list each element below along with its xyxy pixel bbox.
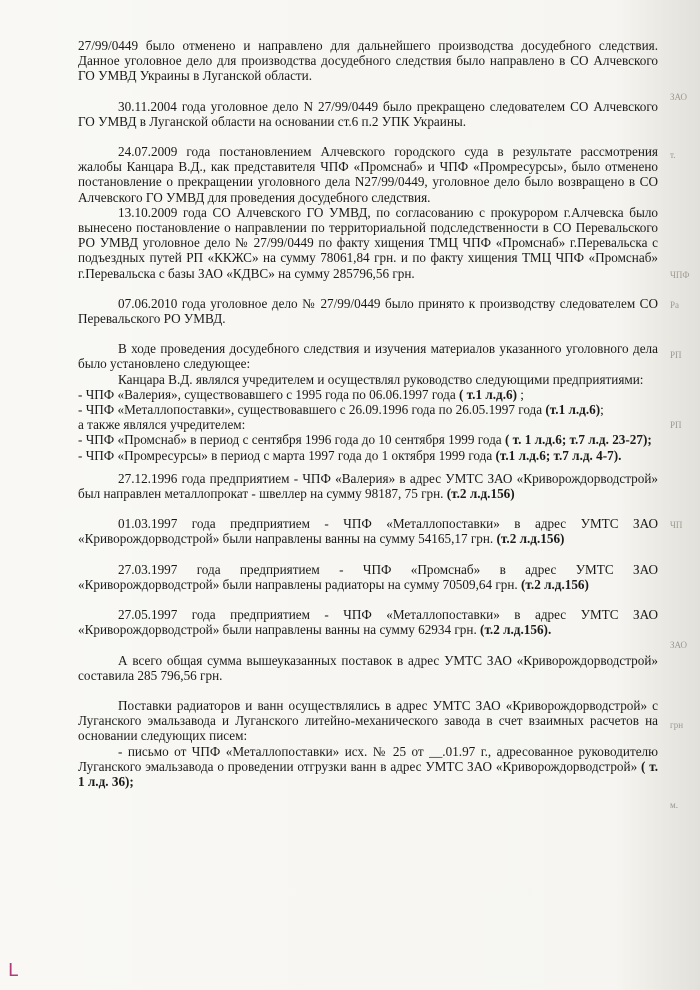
case-reference: (т.1 л.д.6; т.7 л.д. 4-7). — [495, 447, 622, 463]
total-paragraph: А всего общая сумма вышеуказанных поставок в адрес УМТС ЗАО «Криворождорводстрой» составила 285 796,56 грн. — [78, 652, 658, 683]
paragraph: В ходе проведения досудебного следствия и изучения материалов указанного уголовного дела было установлено следующее: — [78, 341, 658, 372]
list-item — [78, 402, 658, 417]
list-item-text: - ЧПФ «Промресурсы» в период с марта 1997 года до 1 октября 1999 года — [78, 447, 493, 463]
supply-paragraph — [78, 607, 658, 637]
case-reference: (т.1 л.д.6) — [545, 402, 601, 418]
letter-text: - письмо от ЧПФ «Металлопоставки» исх. № 25 от __.01.97 г., адресованное руководителю Луганского эмальзавода о проведении отгрузки ванн в адрес УМТС ЗАО «Криворождорводстрой» — [78, 743, 658, 774]
list-item-end: ; — [520, 386, 524, 402]
supply-text: 27.05.1997 года предприятием - ЧПФ «Металлопоставки» в адрес УМТС ЗАО «Криворождорводстрой» были направлены ванны на сумму 62934 грн. — [78, 607, 658, 638]
handwritten-mark: L — [8, 960, 19, 981]
bleed-through-margin: ЗАО т. ЧПФ Ра РП РП ЧП ЗАО грн м. — [670, 92, 690, 810]
paragraph: 13.10.2009 года СО Алчевского ГО УМВД, по согласованию с прокурором г.Алчевска было вынесено постановление о направлении по территориальной подследственности в СО Перевальского РО УМВД уголовное дело № 27/99/0449 по факту хищения ТМЦ ЧПФ «Промснаб» г.Перевальска с подъездных путей РП «ККЖС» на сумму 78061,84 грн. и по факту хищения ТМЦ ЧПФ «Промснаб» г.Перевальска с базы ЗАО «КДВС» на сумму 285796,56 грн. — [78, 204, 658, 281]
case-reference: ( т.1 л.д.6) — [458, 386, 517, 402]
case-reference: (т.2 л.д.156) — [446, 486, 515, 502]
case-reference: ( т. 1 л.д. 36); — [78, 758, 658, 789]
list-item — [78, 448, 658, 463]
list-item — [78, 432, 658, 447]
supply-text: 27.12.1996 года предприятием - ЧПФ «Валерия» в адрес УМТС ЗАО «Криворождорводстрой» был направлен металлопрокат - швеллер на сумму 98187, 75 грн. — [78, 470, 658, 502]
list-item-text: - ЧПФ «Промснаб» в период с сентября 1996 года до 10 сентября 1999 года — [78, 432, 502, 448]
case-reference: (т.2 л.д.156) — [496, 531, 565, 547]
supply-paragraph — [78, 471, 658, 501]
paragraph: Поставки радиаторов и ванн осуществлялись в адрес УМТС ЗАО «Криворождорводстрой» с Луганского эмальзавода и Луганского литейно-механического завода в счет взаимных расчетов на основании следующих писем: — [78, 697, 658, 744]
case-reference: ( т. 1 л.д.6; т.7 л.д. 23-27); — [504, 432, 652, 448]
paragraph — [78, 38, 658, 84]
paragraph: 30.11.2004 года уголовное дело N 27/99/0449 было прекращено следователем СО Алчевского ГО УМВД в Луганской области на основании ст.6 п.2 УПК Украины. — [78, 98, 658, 129]
paragraph: а также являлся учредителем: — [78, 417, 246, 433]
paragraph: 24.07.2009 года постановлением Алчевского городского суда в результате рассмотрения жалобы Канцара В.Д., как представителя ЧПФ «Промснаб» и ЧПФ «Промресурсы», было отменено постановление о прекращении уголовного дела N27/99/0449, уголовное дело было возвращено в СО Алчевского ГО УМВД для проведения досудебного следствия. — [78, 144, 658, 205]
supply-text: 01.03.1997 года предприятием - ЧПФ «Металлопоставки» в адрес УМТС ЗАО «Криворождорводстрой» были направлены ванны на сумму 54165,17 грн. — [78, 516, 658, 547]
supply-paragraph — [78, 562, 658, 592]
paragraph: 07.06.2010 года уголовное дело № 27/99/0449 было принято к производству следователем СО Перевальского РО УМВД. — [78, 295, 658, 327]
paragraph: Канцара В.Д. являлся учредителем и осуществлял руководство следующими предприятиями: — [118, 371, 644, 387]
case-reference: (т.2 л.д.156). — [480, 622, 552, 638]
list-item-text: - ЧПФ «Валерия», существовавшего с 1995 года по 06.06.1997 года — [78, 386, 456, 402]
document-body — [78, 38, 658, 789]
supply-paragraph — [78, 516, 658, 546]
text-line: 27/99/0449 было отменено и направлено для дальнейшего производства досудебного следствия. — [78, 38, 658, 53]
supply-text: 27.03.1997 года предприятием - ЧПФ «Промснаб» в адрес УМТС ЗАО «Криворождорводстрой» были направлены радиаторы на сумму 70509,64 грн. — [78, 561, 658, 592]
list-item-text: - ЧПФ «Металлопоставки», существовавшего с 26.09.1996 года по 26.05.1997 года — [78, 402, 543, 418]
list-item-end: ; — [600, 402, 604, 418]
case-reference: (т.2 л.д.156) — [521, 576, 589, 592]
letter-item — [78, 744, 658, 790]
text-line: Данное уголовное дело для производства досудебного следствия было направлено в СО Алчевского ГО УМВД Украины в Луганской области. — [78, 53, 658, 84]
list-item — [78, 387, 658, 402]
